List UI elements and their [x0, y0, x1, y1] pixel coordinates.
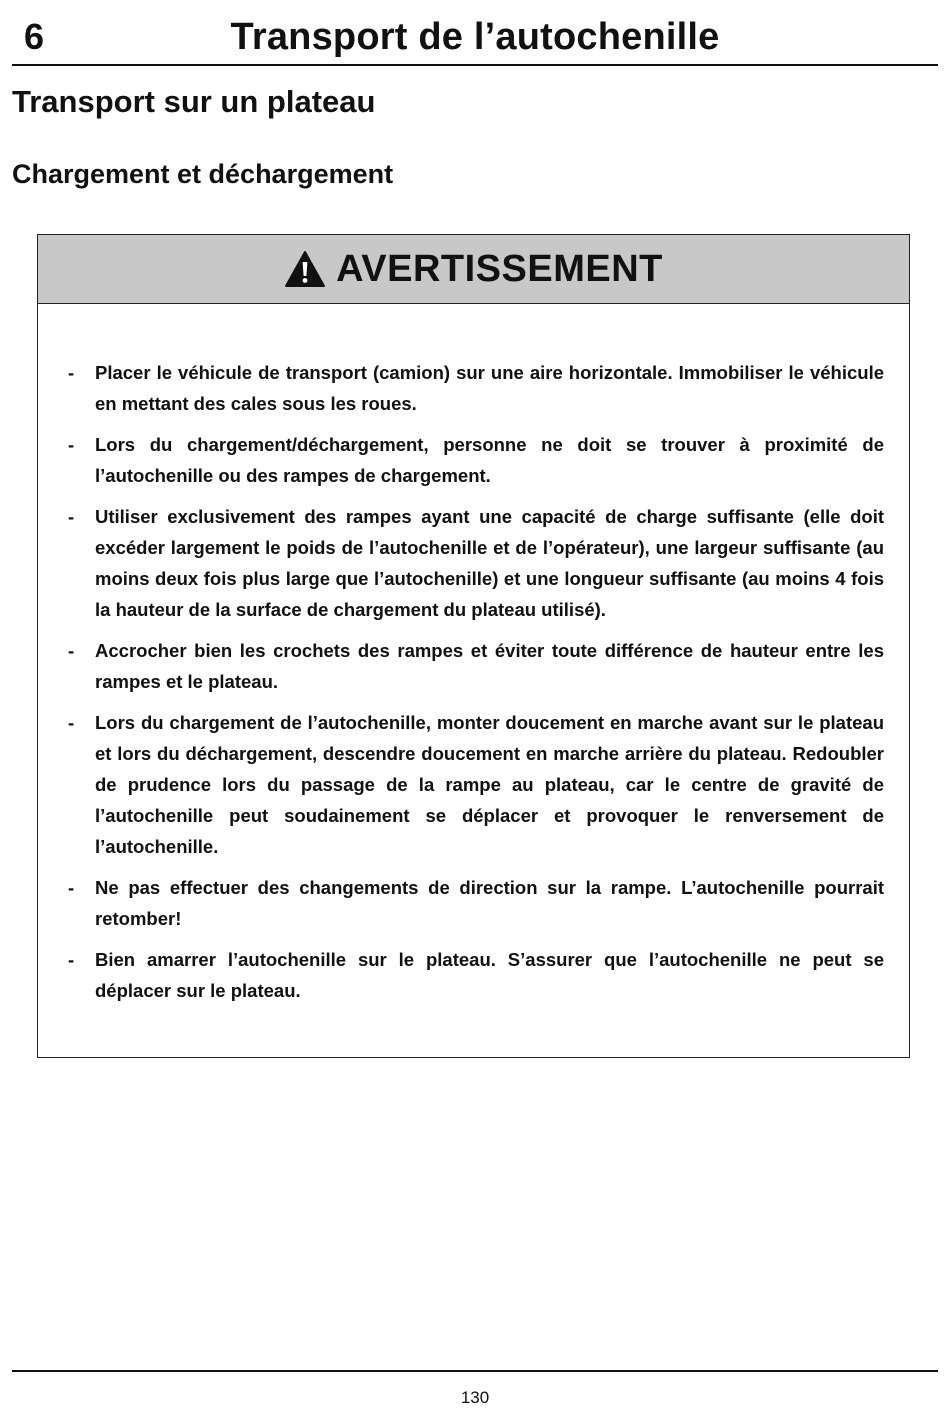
warning-item-text: Ne pas effectuer des changements de direction sur la rampe. L’autochenille pourrait retomber!	[95, 877, 884, 929]
bullet-dash: -	[68, 712, 75, 733]
bullet-dash: -	[68, 362, 75, 383]
warning-item	[68, 501, 884, 625]
bullet-dash: -	[68, 434, 75, 455]
warning-item	[68, 429, 884, 491]
warning-title: AVERTISSEMENT	[336, 247, 663, 290]
warning-item	[68, 635, 884, 697]
bullet-dash: -	[68, 506, 75, 527]
footer-rule	[12, 1370, 938, 1372]
warning-item-text: Lors du chargement/déchargement, personne ne doit se trouver à proximité de l’autochenille ou des rampes de chargement.	[95, 434, 884, 486]
warning-item	[68, 944, 884, 1006]
bullet-dash: -	[68, 640, 75, 661]
bullet-dash: -	[68, 949, 75, 970]
warning-triangle-icon	[284, 250, 326, 288]
bullet-dash: -	[68, 877, 75, 898]
section-title: Transport sur un plateau	[12, 84, 376, 119]
warning-item	[68, 357, 884, 419]
warning-list	[68, 357, 884, 1016]
page-number: 130	[460, 1388, 490, 1407]
warning-item-text: Utiliser exclusivement des rampes ayant une capacité de charge suffisante (elle doit excéder largement le poids de l’autochenille et de l’opérateur), une largeur suffisante (au moins deux fois plus large que l’autochenille) et une longueur suffisante (au moins 4 fois la hauteur de la surface de chargement du plateau utilisé).	[95, 506, 884, 620]
subsection-title: Chargement et déchargement	[12, 159, 394, 189]
warning-item	[68, 707, 884, 862]
warning-item-text: Bien amarrer l’autochenille sur le plateau. S’assurer que l’autochenille ne peut se déplacer sur le plateau.	[95, 949, 884, 1001]
warning-box	[37, 234, 910, 1058]
chapter-number: 6	[24, 16, 45, 57]
warning-item-text: Placer le véhicule de transport (camion) sur une aire horizontale. Immobiliser le véhicule en mettant des cales sous les roues.	[95, 362, 884, 414]
warning-item-text: Accrocher bien les crochets des rampes et éviter toute différence de hauteur entre les rampes et le plateau.	[95, 640, 884, 692]
page-header	[12, 12, 938, 66]
warning-item	[68, 872, 884, 934]
warning-header	[38, 235, 909, 304]
chapter-title: Transport de l’autochenille	[230, 16, 720, 58]
warning-item-text: Lors du chargement de l’autochenille, monter doucement en marche avant sur le plateau et lors du déchargement, descendre doucement en marche arrière du plateau. Redoubler de prudence lors du passage de la rampe au plateau, car le centre de gravité de l’autochenille peut soudainement se déplacer et provoquer le renversement de l’autochenille.	[95, 712, 884, 857]
